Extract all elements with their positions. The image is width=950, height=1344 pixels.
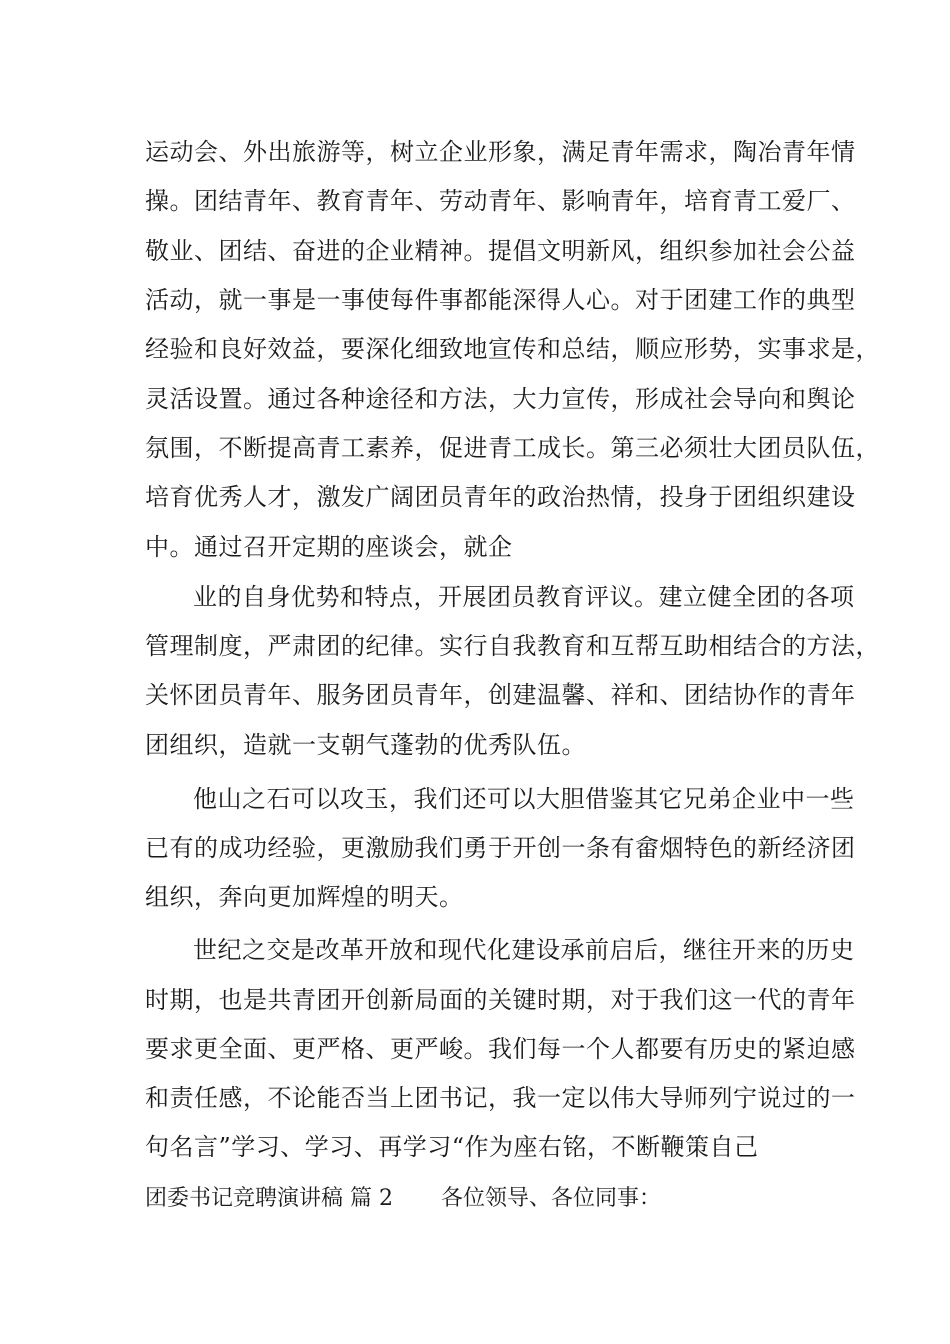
text-line: 运动会、外出旅游等，树立企业形象，满足青年需求，陶冶青年情: [145, 138, 856, 166]
text-line: 培育优秀人才，激发广阔团员青年的政治热情，投身于团组织建设: [145, 483, 856, 511]
text-line: 他山之石可以攻玉，我们还可以大胆借鉴其它兄弟企业中一些: [193, 785, 855, 813]
text-line: 管理制度，严肃团的纪律。实行自我教育和互帮互助相结合的方法，: [145, 632, 880, 660]
text-line: 和责任感，不论能否当上团书记，我一定以伟大导师列宁说过的一: [145, 1084, 856, 1112]
text-line: 组织，奔向更加辉煌的明天。: [145, 883, 464, 911]
text-line: 操。团结青年、教育青年、劳动青年、影响青年，培育青工爱厂、: [145, 187, 856, 215]
section-title: 团委书记竞聘演讲稿 篇 2: [145, 1186, 393, 1211]
text-line: 关怀团员青年、服务团员青年，创建温馨、祥和、团结协作的青年: [145, 681, 856, 709]
text-line: 活动，就一事是一事使每件事都能深得人心。对于团建工作的典型: [145, 286, 856, 314]
text-line: 经验和良好效益，要深化细致地宣传和总结，顺应形势，实事求是，: [145, 335, 880, 363]
text-line: 敬业、团结、奋进的企业精神。提倡文明新风，组织参加社会公益: [145, 237, 856, 265]
text-line: 句名言”学习、学习、再学习“作为座右铭，不断鞭策自己: [145, 1133, 759, 1161]
text-line: 中。通过召开定期的座谈会，就企: [145, 533, 513, 561]
text-line: 业的自身优势和特点，开展团员教育评议。建立健全团的各项: [193, 583, 855, 611]
greeting-text: 各位领导、各位同事：: [441, 1186, 662, 1211]
text-line: 团组织，造就一支朝气蓬勃的优秀队伍。: [145, 731, 586, 759]
text-line: 已有的成功经验，更激励我们勇于开创一条有畲烟特色的新经济团: [145, 834, 856, 862]
text-line: 世纪之交是改革开放和现代化建设承前启后，继往开来的历史: [193, 936, 855, 964]
text-line: 时期，也是共青团开创新局面的关键时期，对于我们这一代的青年: [145, 986, 856, 1014]
text-line: 氛围，不断提高青工素养，促进青工成长。第三必须壮大团员队伍，: [145, 434, 880, 462]
text-line: 灵活设置。通过各种途径和方法，大力宣传，形成社会导向和舆论: [145, 385, 856, 413]
text-line: 要求更全面、更严格、更严峻。我们每一个人都要有历史的紧迫感: [145, 1035, 856, 1063]
